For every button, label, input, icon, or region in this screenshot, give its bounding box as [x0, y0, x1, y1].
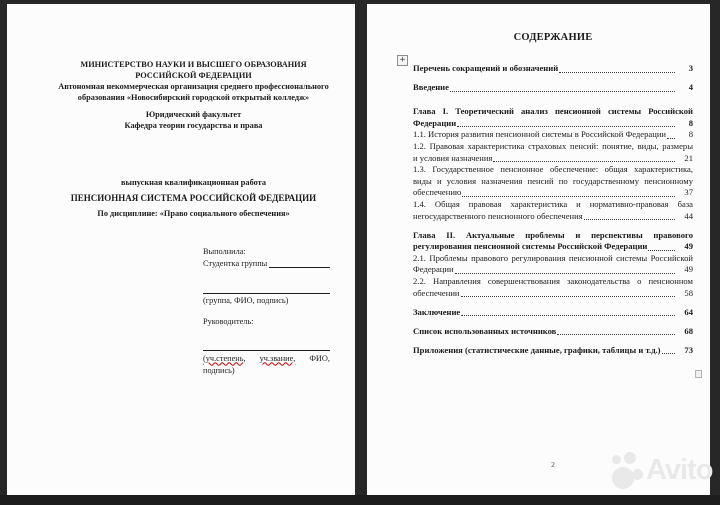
work-block — [57, 175, 330, 222]
toc-entry-line: 1.4. Общая правовая характеристика и нормативно-правовая база — [413, 198, 693, 209]
work-type-line: выпускная квалификационная работа — [121, 178, 266, 187]
toc-entry — [413, 230, 693, 253]
avito-watermark — [602, 450, 714, 496]
performed-label: Выполнила: — [203, 246, 246, 256]
contents-page — [367, 4, 713, 495]
toc-entry-line: 2.2. Направления совершенствования законодательства о пенсионном — [413, 276, 693, 286]
dotted-leader — [461, 315, 675, 316]
student-group-label: Студентка группы — [203, 258, 268, 268]
bottom-frame-bar — [0, 495, 720, 505]
supervisor-caption-degree: (уч.степень, — [203, 353, 246, 363]
toc-page-ref: 21 — [684, 152, 693, 163]
toc-entry-line: 1.3. Государственное пенсионное обеспечение: общая характеристика, — [413, 164, 693, 175]
student-group-row — [203, 258, 330, 270]
toc-entry-last-line — [413, 187, 693, 199]
toc-entry-title: обеспечении — [413, 287, 460, 298]
toc-entry — [413, 106, 693, 129]
toc-entry — [413, 164, 693, 199]
toc-page-ref: 3 — [688, 63, 693, 73]
student-group-blank-line — [269, 267, 330, 268]
dotted-leader — [662, 353, 675, 354]
toc-entry — [413, 253, 693, 276]
toc-page-ref: 58 — [684, 287, 693, 298]
contents-page-content — [367, 4, 710, 469]
faculty-header-line: Юридический факультет — [145, 110, 242, 119]
avito-logo-icon — [610, 452, 646, 492]
toc-entry — [413, 141, 693, 164]
faculty-header — [57, 109, 330, 131]
supervisor-caption-row — [203, 353, 330, 365]
dotted-leader — [462, 196, 675, 197]
toc-entry — [413, 307, 693, 319]
toc-entry-title: Введение — [413, 82, 449, 93]
toc-entry — [413, 345, 693, 357]
supervisor-caption-rank: уч.звание, — [259, 353, 296, 363]
faculty-header-line: Кафедра теории государства и права — [124, 121, 263, 130]
toc-entry-title: Приложения (статистические данные, графики, таблицы и т.д.) — [413, 344, 661, 355]
toc-entry — [413, 326, 693, 338]
toc-entry-last-line — [413, 153, 693, 165]
page-number: 2 — [551, 460, 555, 469]
toc-entry-line: 1.2. Правовая характеристика страховых пенсий: понятие, виды, размеры — [413, 140, 693, 151]
dotted-leader — [648, 250, 675, 251]
outline-expand-icon[interactable]: + — [397, 55, 408, 66]
toc-entry — [413, 82, 693, 94]
toc-entry-last-line — [413, 118, 693, 130]
toc-entry-title: и условия назначения — [413, 152, 493, 163]
toc-entry-line: 2.1. Проблемы правового регулирования пенсионной системы Российской — [413, 252, 693, 263]
toc-entry — [413, 63, 693, 75]
toc-list — [413, 63, 693, 356]
signature-blank-line — [203, 283, 330, 294]
work-discipline: По дисциплине: «Право социального обеспечения» — [97, 209, 290, 218]
toc-entry-last-line — [413, 326, 693, 338]
toc-entry-last-line — [413, 307, 693, 319]
toc-entry-title: негосударственного пенсионного обеспечения — [413, 210, 583, 221]
ministry-header-line: Автономная некоммерческая организация среднего профессионального — [58, 82, 329, 91]
toc-page-ref: 73 — [684, 344, 693, 355]
dotted-leader — [455, 273, 675, 274]
dotted-leader — [493, 161, 675, 162]
toc-page-ref: 4 — [688, 82, 693, 93]
toc-page-ref: 8 — [688, 117, 693, 128]
dotted-leader — [584, 219, 675, 220]
dotted-leader — [450, 91, 675, 92]
supervisor-caption-name: ФИО, — [309, 353, 330, 363]
toc-entry-last-line — [413, 241, 693, 253]
toc-entry-last-line — [413, 345, 693, 357]
toc-entry-title: Федерации — [413, 117, 457, 128]
toc-page-ref: 49 — [684, 241, 693, 252]
dotted-leader — [557, 334, 675, 335]
toc-page-ref: 8 — [688, 129, 693, 140]
toc-entry-last-line — [413, 211, 693, 223]
toc-page-ref: 44 — [684, 210, 693, 221]
toc-entry-last-line — [413, 82, 693, 94]
title-page — [7, 4, 355, 495]
object-anchor-icon — [695, 370, 702, 378]
toc-entry-title: Перечень сокращений и обозначений — [413, 63, 559, 73]
supervisor-blank-line — [203, 340, 330, 351]
toc-entry-title: регулирования пенсионной системы Российской Федерации — [413, 241, 648, 252]
toc-entry-line: виды и условия назначения пенсий по государственному пенсионному — [413, 175, 693, 186]
dotted-leader — [457, 126, 675, 127]
supervisor-label: Руководитель: — [203, 316, 254, 326]
toc-entry-title: обеспечению — [413, 187, 462, 198]
toc-entry-title: Федерации — [413, 264, 454, 275]
work-title: ПЕНСИОННАЯ СИСТЕМА РОССИЙСКОЙ ФЕДЕРАЦИИ — [70, 192, 317, 203]
toc-entry-last-line — [413, 63, 693, 75]
signature-block — [203, 246, 330, 377]
toc-entry-last-line — [413, 264, 693, 276]
contents-heading: СОДЕРЖАНИЕ — [513, 32, 593, 43]
avito-watermark-text: Avito — [646, 454, 713, 486]
toc-entry — [413, 129, 693, 141]
toc-entry-title: Список использованных источников — [413, 325, 557, 336]
dotted-leader — [559, 72, 675, 73]
dotted-leader — [461, 296, 675, 297]
group-caption: (группа, ФИО, подпись) — [203, 295, 289, 305]
toc-page-ref: 37 — [684, 187, 693, 198]
ministry-header-line: образования «Новосибирский городской открытый колледж» — [77, 93, 310, 102]
ministry-header-line: МИНИСТЕРСТВО НАУКИ И ВЫСШЕГО ОБРАЗОВАНИЯ — [80, 60, 307, 69]
dotted-leader — [667, 138, 675, 139]
toc-page-ref: 49 — [684, 264, 693, 275]
toc-entry-line: Глава II. Актуальные проблемы и перспективы правового — [413, 229, 693, 240]
toc-page-ref: 68 — [684, 325, 693, 336]
ministry-header-line: РОССИЙСКОЙ ФЕДЕРАЦИИ — [135, 71, 252, 80]
university-header — [57, 59, 330, 103]
toc-entry-last-line — [413, 129, 693, 141]
toc-entry-last-line — [413, 288, 693, 300]
title-page-content — [7, 4, 355, 377]
toc-entry-title: 1.1. История развития пенсионной системы в Российской Федерации — [413, 129, 667, 140]
supervisor-caption-tail: подпись) — [203, 365, 235, 375]
toc-entry — [413, 199, 693, 222]
toc-entry — [413, 276, 693, 299]
toc-entry-title: Заключение — [413, 306, 461, 317]
toc-entry-line: Глава I. Теоретический анализ пенсионной системы Российской — [413, 106, 693, 117]
toc-page-ref: 64 — [684, 306, 693, 317]
